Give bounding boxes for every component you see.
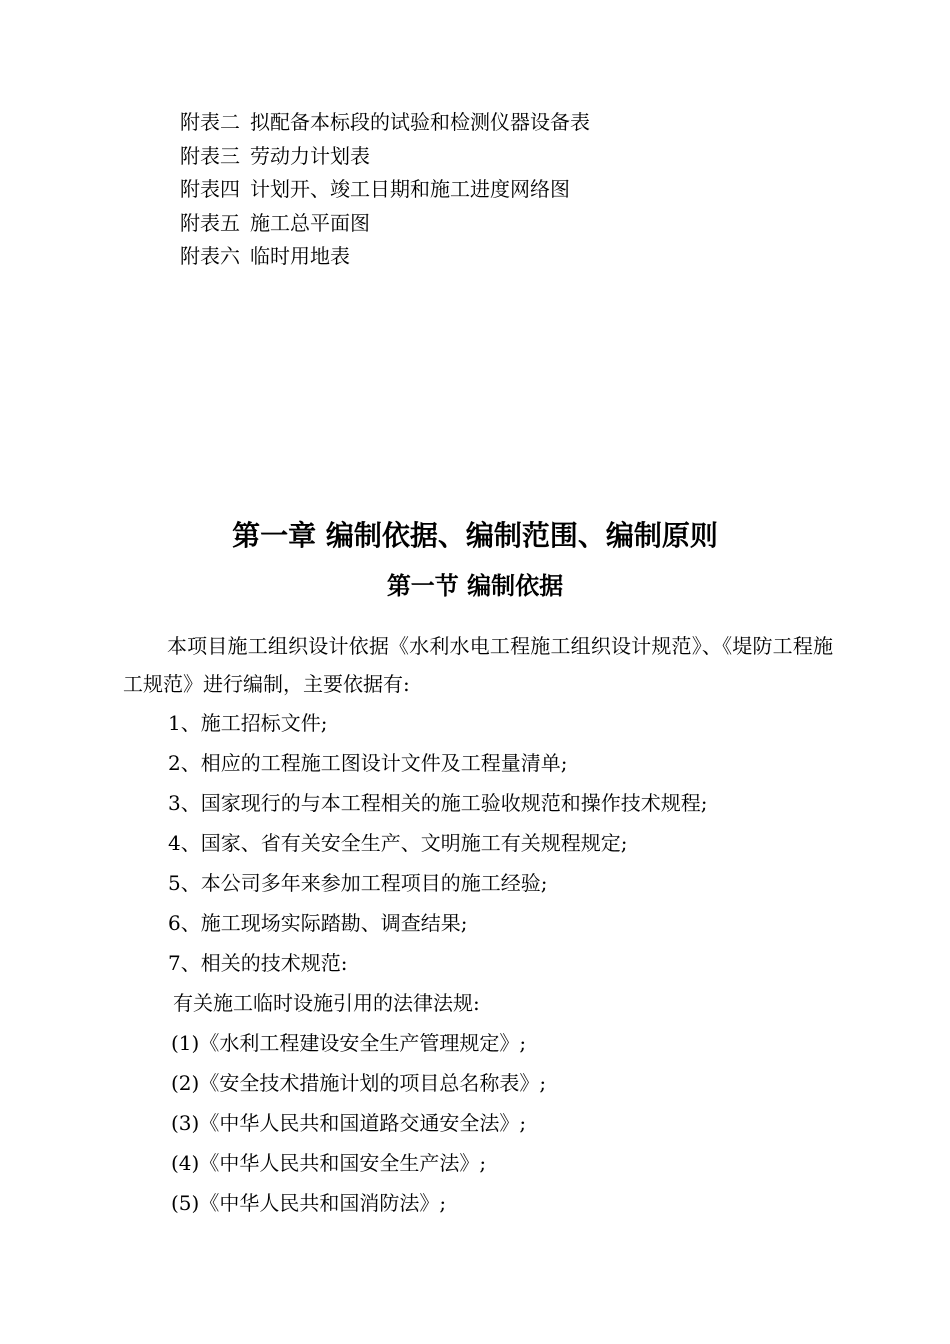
intro-paragraph: 本项目施工组织设计依据《水利水电工程施工组织设计规范》、《堤防工程施工规范》进行编制，主要依据有: xyxy=(123,634,833,696)
appendix-item: 附表二 拟配备本标段的试验和检测仪器设备表 xyxy=(180,110,590,134)
appendix-item: 附表四 计划开、竣工日期和施工进度网络图 xyxy=(180,177,570,201)
section-title: 第一节 编制依据 xyxy=(386,571,564,600)
law-item: (3)《中华人民共和国道路交通安全法》; xyxy=(171,1111,527,1135)
basis-item: 6、施工现场实际踏勘、调查结果; xyxy=(168,911,468,935)
basis-item: 3、国家现行的与本工程相关的施工验收规范和操作技术规程; xyxy=(168,791,708,815)
law-item: (4)《中华人民共和国安全生产法》; xyxy=(171,1151,487,1175)
basis-item: 1、施工招标文件; xyxy=(168,711,328,735)
laws-heading: 有关施工临时设施引用的法律法规: xyxy=(173,991,480,1015)
document-body xyxy=(123,627,833,1223)
appendix-list xyxy=(180,106,590,274)
basis-item: 4、国家、省有关安全生产、文明施工有关规程规定; xyxy=(168,831,628,855)
basis-item: 5、本公司多年来参加工程项目的施工经验; xyxy=(168,871,548,895)
appendix-item: 附表六 临时用地表 xyxy=(180,244,350,268)
appendix-item: 附表五 施工总平面图 xyxy=(180,210,370,235)
basis-item: 7、相关的技术规范: xyxy=(168,951,348,975)
basis-item: 2、相应的工程施工图设计文件及工程量清单; xyxy=(168,751,568,775)
appendix-item: 附表三 劳动力计划表 xyxy=(180,143,370,168)
law-item: (5)《中华人民共和国消防法》; xyxy=(171,1191,447,1215)
chapter-title: 第一章 编制依据、编制范围、编制原则 xyxy=(232,519,718,552)
law-item: (1)《水利工程建设安全生产管理规定》; xyxy=(171,1031,527,1055)
law-item: (2)《安全技术措施计划的项目总名称表》; xyxy=(171,1071,547,1095)
